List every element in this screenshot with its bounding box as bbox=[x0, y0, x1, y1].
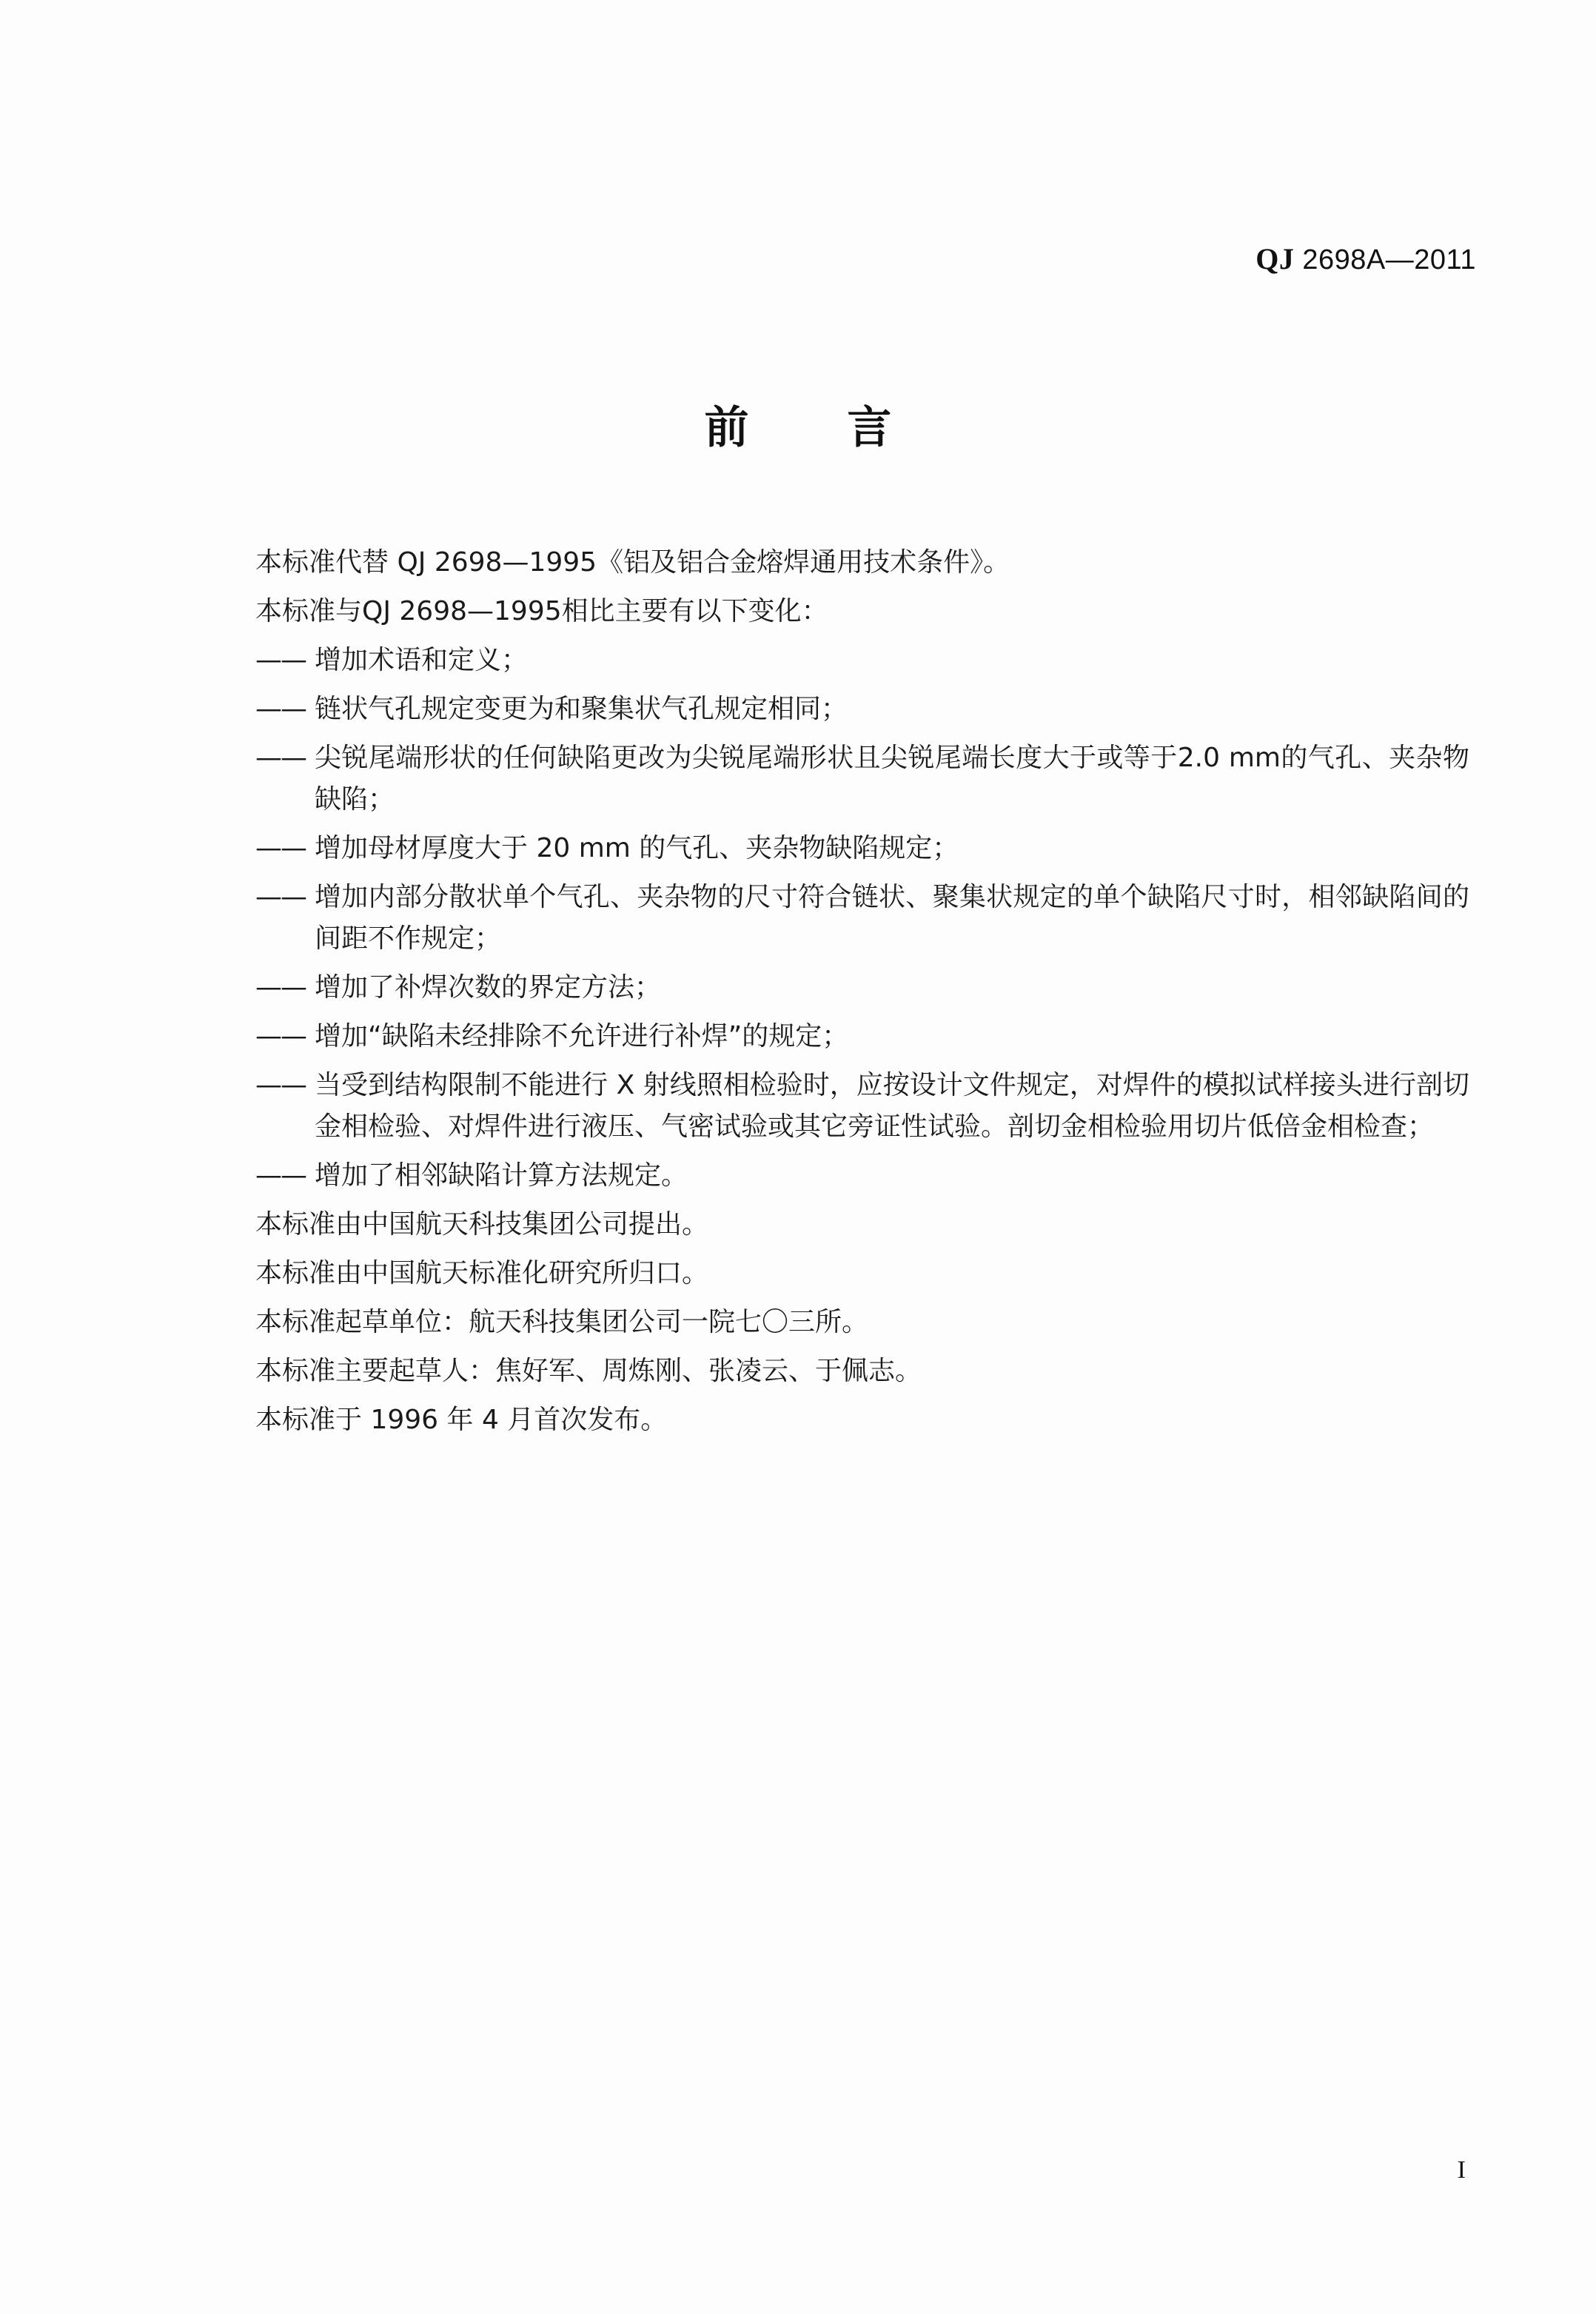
dash-marker: —— bbox=[255, 1070, 306, 1100]
intro-paragraph: 本标准与QJ 2698—1995相比主要有以下变化： bbox=[255, 596, 828, 626]
change-item bbox=[255, 1065, 1469, 1148]
dash-marker: —— bbox=[255, 882, 306, 912]
page-number: I bbox=[1457, 2156, 1466, 2184]
dash-marker: —— bbox=[255, 694, 306, 724]
foreword-body bbox=[255, 542, 1469, 1448]
change-text: 增加了相邻缺陷计算方法规定。 bbox=[315, 1160, 688, 1191]
dash-marker: —— bbox=[255, 972, 306, 1003]
dash-marker: —— bbox=[255, 645, 306, 675]
intro-paragraph: 本标准代替 QJ 2698—1995《铝及铝合金熔焊通用技术条件》。 bbox=[255, 547, 1010, 578]
change-text: 增加了补焊次数的界定方法； bbox=[315, 972, 662, 1003]
change-item bbox=[255, 877, 1469, 960]
dash-marker: —— bbox=[255, 743, 306, 773]
change-text: 增加术语和定义； bbox=[315, 645, 529, 675]
change-text: 当受到结构限制不能进行 X 射线照相检验时，应按设计文件规定，对焊件的模拟试样接头进行剖切金相检验、对焊件进行液压、气密试验或其它旁证性试验。剖切金相检验用切片低倍金相检查； bbox=[315, 1070, 1469, 1142]
change-text: 尖锐尾端形状的任何缺陷更改为尖锐尾端形状且尖锐尾端长度大于或等于2.0 mm的气孔、夹杂物缺陷； bbox=[315, 743, 1469, 815]
standard-code: 2698A—2011 bbox=[1302, 244, 1476, 275]
change-text: 增加“缺陷未经排除不允许进行补焊”的规定； bbox=[315, 1021, 849, 1051]
dash-marker: —— bbox=[255, 833, 306, 863]
closing-paragraph: 本标准起草单位：航天科技集团公司一院七〇三所。 bbox=[255, 1307, 869, 1337]
change-text: 增加内部分散状单个气孔、夹杂物的尺寸符合链状、聚集状规定的单个缺陷尺寸时，相邻缺陷间的间距不作规定； bbox=[315, 882, 1469, 954]
change-item bbox=[255, 967, 1469, 1009]
closing-paragraph: 本标准由中国航天标准化研究所归口。 bbox=[255, 1258, 709, 1288]
dash-marker: —— bbox=[255, 1160, 306, 1191]
change-item bbox=[255, 738, 1469, 820]
change-item bbox=[255, 828, 1469, 869]
change-item bbox=[255, 689, 1469, 730]
change-text: 链状气孔规定变更为和聚集状气孔规定相同； bbox=[315, 694, 848, 724]
standard-number bbox=[1255, 241, 1476, 276]
closing-paragraph: 本标准由中国航天科技集团公司提出。 bbox=[255, 1209, 709, 1240]
closing-paragraph: 本标准主要起草人：焦好军、周炼刚、张凌云、于佩志。 bbox=[255, 1356, 922, 1386]
dash-marker: —— bbox=[255, 1021, 306, 1051]
change-item bbox=[255, 1016, 1469, 1057]
change-item bbox=[255, 1155, 1469, 1197]
change-text: 增加母材厚度大于 20 mm 的气孔、夹杂物缺陷规定； bbox=[315, 833, 959, 863]
page-title: 前 言 bbox=[704, 402, 933, 454]
standard-prefix: QJ bbox=[1255, 242, 1295, 275]
closing-paragraph: 本标准于 1996 年 4 月首次发布。 bbox=[255, 1405, 668, 1435]
change-item bbox=[255, 640, 1469, 681]
